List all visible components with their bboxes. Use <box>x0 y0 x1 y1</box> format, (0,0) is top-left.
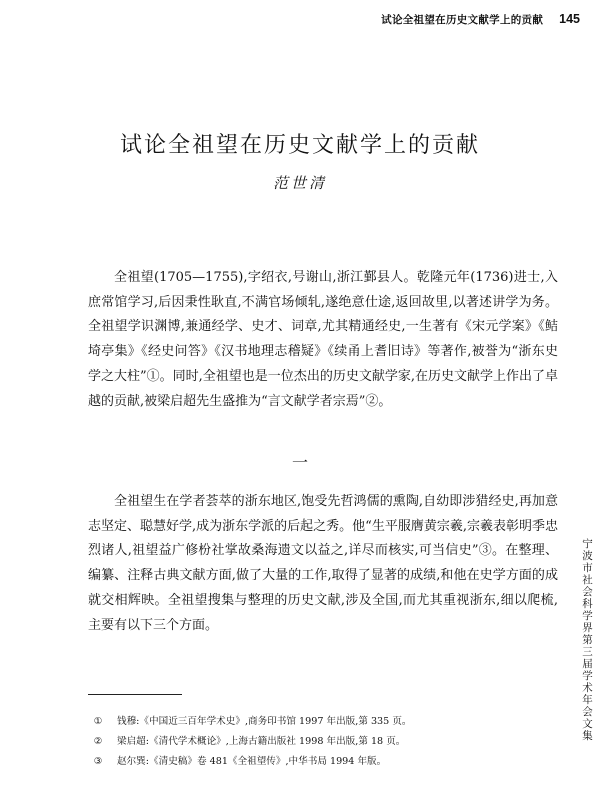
section-one-paragraph: 全祖望生在学者荟萃的浙东地区,饱受先哲鸿儒的熏陶,自幼即涉猎经史,再加意志坚定、聪慧好学,成为浙东学派的后起之秀。他“生平服膺黄宗羲,宗羲表彰明季忠烈诸人,祖望益广修枌社掌故桑海遗文以益之,详尽而核实,可当信史”③。在整理、编纂、注释古典文献方面,做了大量的工作,取得了显著的成绩,和他在史学方面的成就交相辉映。全祖望搜集与整理的历史文献,涉及全国,而尤其重视浙东,细以爬梳,主要有以下三个方面。 <box>88 494 558 633</box>
footnote-list <box>91 712 561 772</box>
footnote-divider <box>88 694 182 695</box>
footnote-marker: ② <box>93 736 103 747</box>
footnote-item <box>91 732 561 752</box>
footnote-marker: ③ <box>93 756 103 767</box>
running-header <box>0 12 580 34</box>
footnote-text: 赵尔巽:《清史稿》卷 481《全祖望传》,中华书局 1994 年版。 <box>117 756 387 767</box>
footnote-item <box>91 712 561 732</box>
page-number: 145 <box>559 12 580 26</box>
footnote-text: 钱穆:《中国近三百年学术史》,商务印书馆 1997 年出版,第 335 页。 <box>117 716 412 727</box>
article-author: 范世清 <box>272 174 327 192</box>
footnote-item <box>91 752 561 772</box>
intro-paragraph: 全祖望(1705—1755),字绍衣,号谢山,浙江鄞县人。乾隆元年(1736)进士,入庶常馆学习,后因秉性耿直,不满官场倾轧,遂绝意仕途,返回故里,以著述讲学为务。全祖望学识渊博,兼通经学、史才、词章,尤其精通经史,一生著有《宋元学案》《鲒埼亭集》《经史问答》《汉书地理志稽疑》《续甬上耆旧诗》等著作,被誉为“浙东史学之大柱”①。同时,全祖望也是一位杰出的历史文献学家,在历史文献学上作出了卓越的贡献,被梁启超先生盛推为“言文献学者宗焉”②。 <box>88 270 558 409</box>
collection-side-tag: 宁波市社会科学界第三届学术年会文集 <box>581 538 593 742</box>
footnote-marker: ① <box>93 716 103 727</box>
section-heading-one: 一 <box>291 453 308 472</box>
footnote-text: 梁启超:《清代学术概论》,上海古籍出版社 1998 年出版,第 18 页。 <box>117 736 406 747</box>
running-title: 试论全祖望在历史文献学上的贡献 <box>381 14 544 26</box>
article-title: 试论全祖望在历史文献学上的贡献 <box>119 133 480 158</box>
